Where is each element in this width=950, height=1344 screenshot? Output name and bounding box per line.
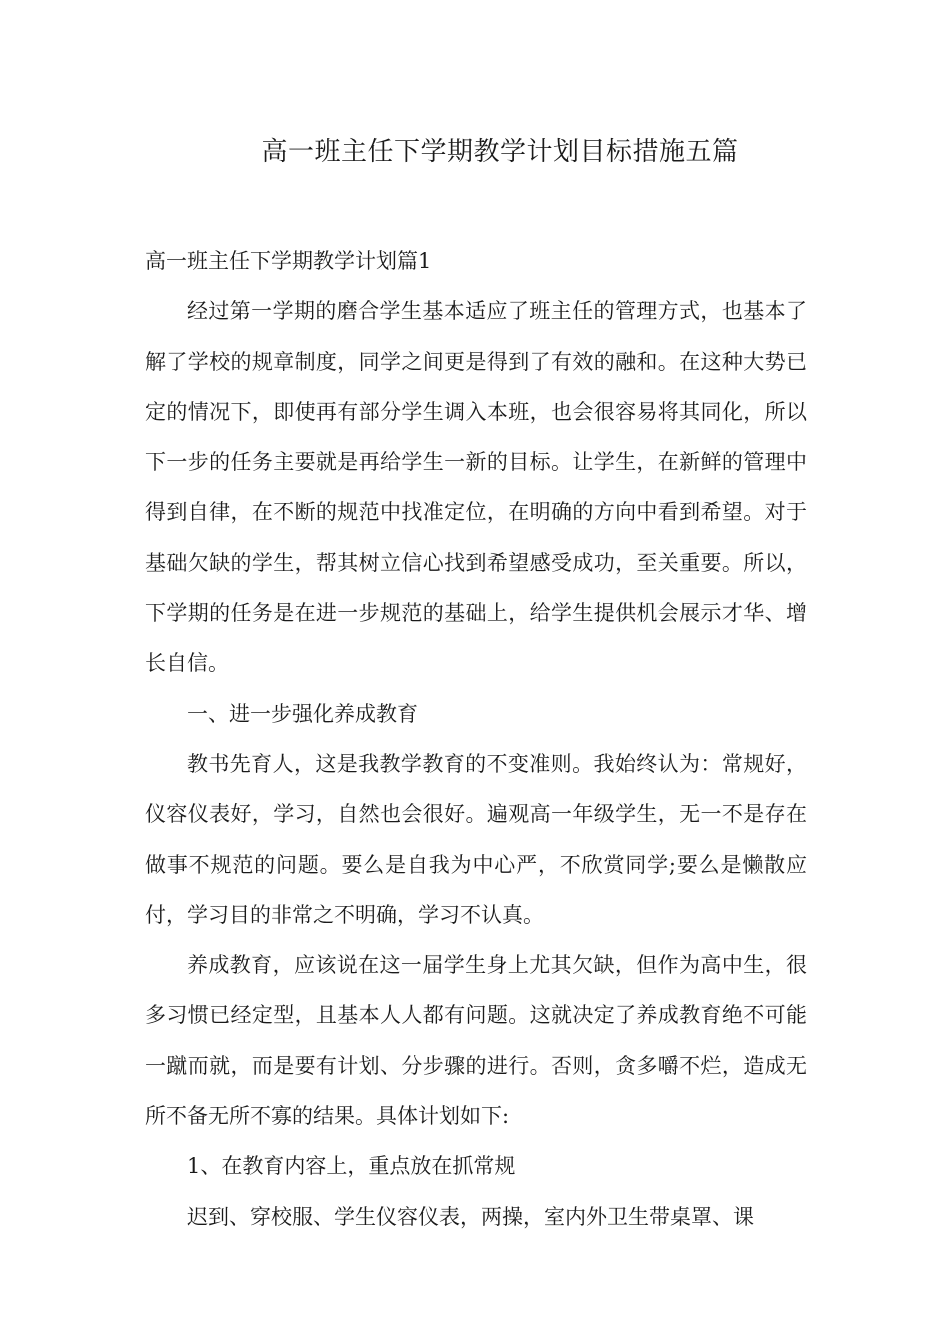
paragraph-habit-education: 养成教育，应该说在这一届学生身上尤其欠缺，但作为高中生，很多习惯已经定型，且基本人人都有问题。这就决定了养成教育绝不可能一蹴而就，而是要有计划、分步骤的进行。否则，贪多嚼不烂，造成无所不备无所不寡的结果。具体计划如下: <box>145 953 807 1129</box>
paragraph-routine-items: 迟到、穿校服、学生仪容仪表，两操，室内外卫生带桌罩、课 <box>187 1204 754 1229</box>
subheading-habit-education: 一、进一步强化养成教育 <box>187 701 418 726</box>
paragraph-intro: 经过第一学期的磨合学生基本适应了班主任的管理方式，也基本了解了学校的规章制度，同学之间更是得到了有效的融和。在这种大势已定的情况下，即使再有部分学生调入本班，也会很容易将其同化，所以下一步的任务主要就是再给学生一新的目标。让学生，在新鲜的管理中得到自律，在不断的规范中找准定位，在明确的方向中看到希望。对于基础欠缺的学生，帮其树立信心找到希望感受成功，至关重要。所以，下学期的任务是在进一步规范的基础上，给学生提供机会展示才华、增长自信。 <box>145 299 807 676</box>
list-item-content-focus: 1、在教育内容上，重点放在抓常规 <box>187 1154 516 1179</box>
section-heading: 高一班主任下学期教学计划篇1 <box>145 249 432 273</box>
document-body <box>145 236 807 1242</box>
paragraph-teaching-principle: 教书先育人，这是我教学教育的不变准则。我始终认为：常规好，仪容仪表好，学习，自然也会很好。遍观高一年级学生，无一不是存在做事不规范的问题。要么是自我为中心严，不欣赏同学;要么是懒散应付，学习目的非常之不明确，学习不认真。 <box>145 751 807 927</box>
document-title: 高一班主任下学期教学计划目标措施五篇 <box>261 137 739 167</box>
